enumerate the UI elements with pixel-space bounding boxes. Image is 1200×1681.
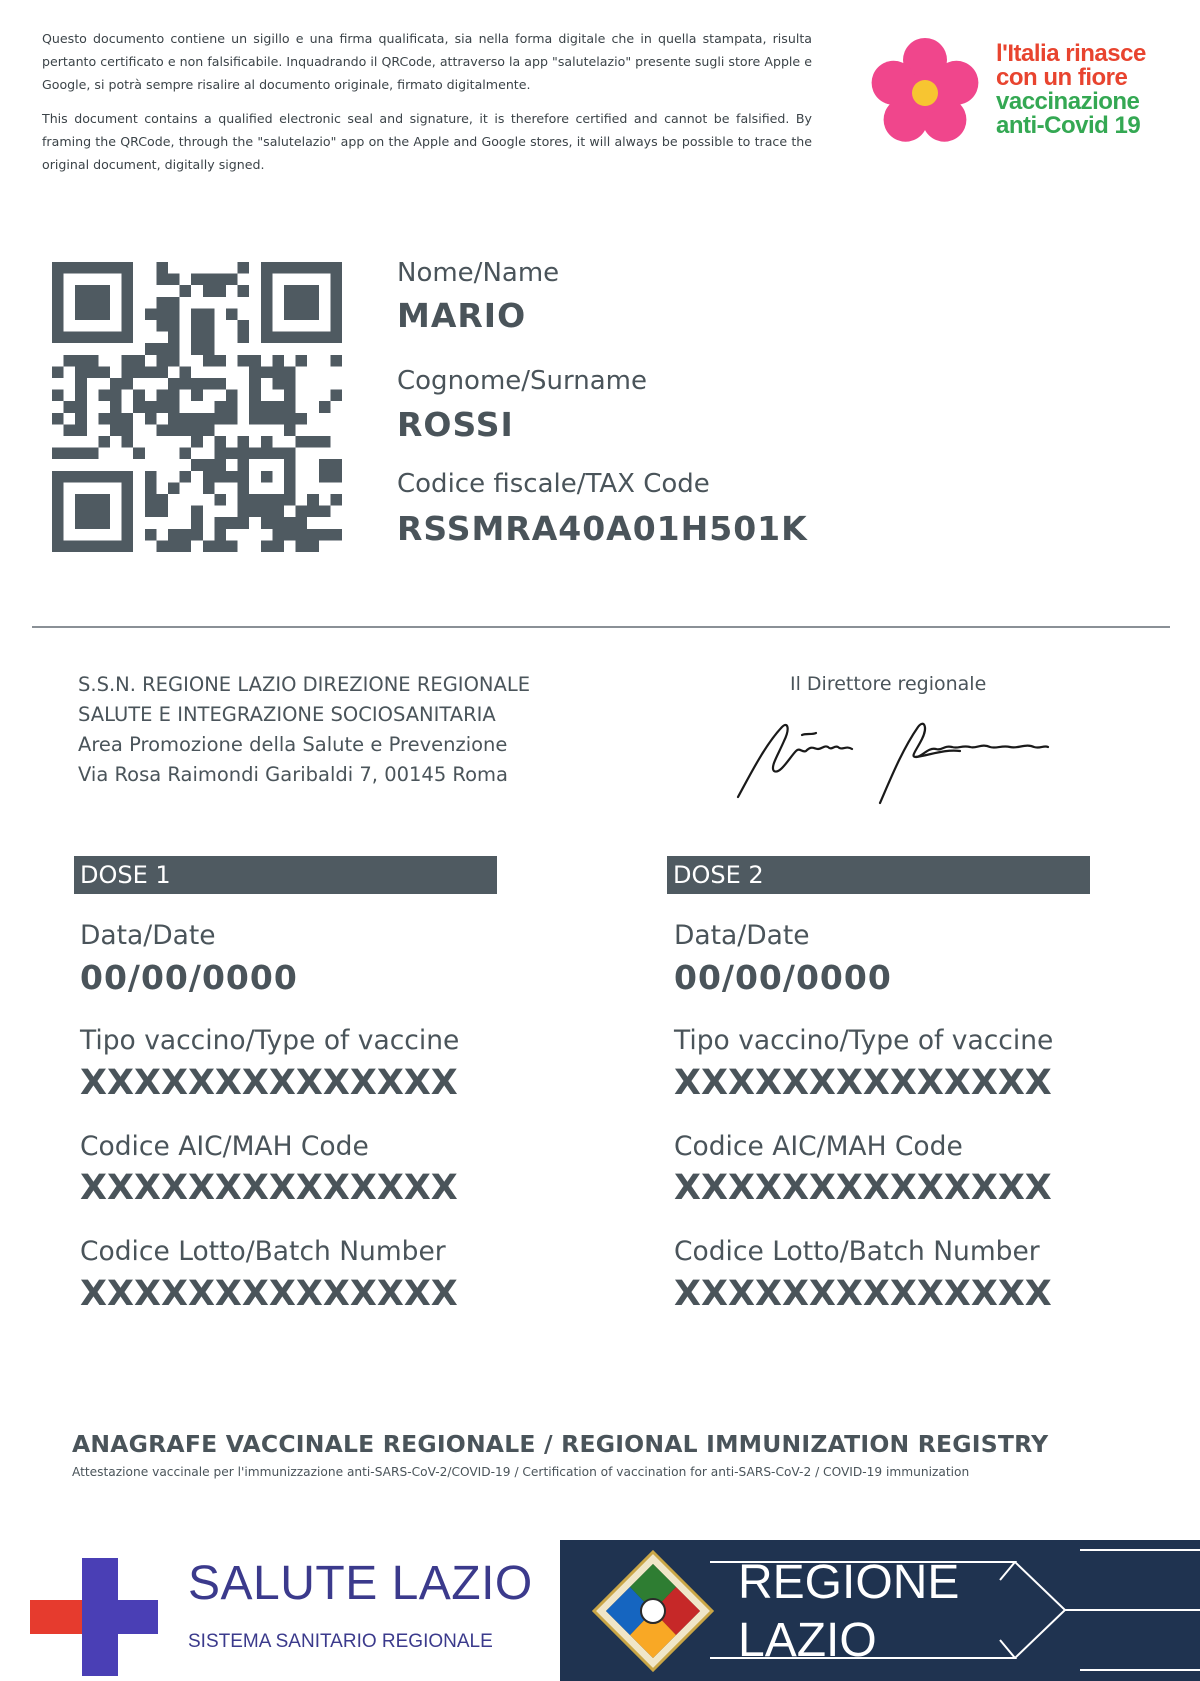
dose-2-aic-value: XXXXXXXXXXXXXX [674,1168,1052,1208]
campaign-line-4: anti-Covid 19 [996,112,1141,139]
disclaimer-italian: Questo documento contiene un sigillo e una firma qualificata, sia nella forma digitale che in quella stampata, risulta pertanto certificato e non falsificabile. Inquadrando il QRCode, attraverso la app "salutelazio" presente sugli store Apple e Google, si potrà sempre risalire al documento originale, firmato digitalmente. [42,31,812,92]
tax-code-label: Codice fiscale/TAX Code [397,469,710,499]
campaign-line-3: vaccinazione [996,88,1140,115]
flower-logo-icon [864,32,986,154]
name-label: Nome/Name [397,258,560,288]
dose-2-date-value: 00/00/0000 [674,958,892,997]
director-signature [730,705,1070,810]
regione-emblem-icon [592,1550,714,1672]
dose-2-batch-value: XXXXXXXXXXXXXX [674,1274,1052,1314]
surname-label: Cognome/Surname [397,366,647,396]
surname-value: ROSSI [397,405,514,444]
salute-lazio-subtitle: SISTEMA SANITARIO REGIONALE [188,1631,493,1652]
dose-1-date-value: 00/00/0000 [80,958,298,997]
salute-lazio-title: SALUTE LAZIO [188,1557,533,1610]
registry-subtitle: Attestazione vaccinale per l'immunizzazione anti-SARS-CoV-2/COVID-19 / Certification of vaccination for anti-SARS-CoV-2 / COVID-19 immunization [72,1465,970,1479]
regione-line-2: LAZIO [738,1614,877,1667]
medical-cross-icon [30,1558,158,1676]
campaign-slogan [996,42,1146,138]
dose-2-vaccine-value: XXXXXXXXXXXXXX [674,1063,1052,1103]
registry-title: ANAGRAFE VACCINALE REGIONALE / REGIONAL IMMUNIZATION REGISTRY [72,1430,1049,1458]
regione-line-1: REGIONE [738,1556,960,1609]
authority-line-2: SALUTE E INTEGRAZIONE SOCIOSANITARIA [78,703,496,726]
campaign-line-2: con un fiore [996,64,1128,91]
dose-1-aic-value: XXXXXXXXXXXXXX [80,1168,458,1208]
dose-1-date-label: Data/Date [80,920,216,951]
tax-code-value: RSSMRA40A01H501K [397,509,808,548]
name-value: MARIO [397,296,527,335]
regione-lazio-wordmark [738,1554,959,1670]
authority-line-1: S.S.N. REGIONE LAZIO DIREZIONE REGIONALE [78,673,531,696]
dose-1-header: DOSE 1 [74,856,497,894]
qr-code-icon[interactable] [52,262,342,552]
campaign-line-1: l'Italia rinasce [996,40,1146,67]
dose-2-aic-label: Codice AIC/MAH Code [674,1131,963,1162]
dose-2-batch-label: Codice Lotto/Batch Number [674,1236,1040,1267]
dose-1-vaccine-value: XXXXXXXXXXXXXX [80,1063,458,1103]
disclaimer-english: This document contains a qualified electronic seal and signature, it is therefore certified and cannot be falsified. By framing the QRCode, through the "salutelazio" app on the Apple and Google stores, it will always be possible to trace the original document, digitally signed. [42,111,812,172]
dose-1-vaccine-label: Tipo vaccino/Type of vaccine [80,1025,460,1056]
authority-line-4: Via Rosa Raimondi Garibaldi 7, 00145 Roma [78,763,508,786]
issuing-authority [78,670,530,790]
dose-2-date-label: Data/Date [674,920,810,951]
dose-2-vaccine-label: Tipo vaccino/Type of vaccine [674,1025,1054,1056]
dose-1-batch-label: Codice Lotto/Batch Number [80,1236,446,1267]
section-divider [32,626,1170,628]
dose-2-header: DOSE 2 [667,856,1090,894]
authority-line-3: Area Promozione della Salute e Prevenzione [78,733,508,756]
dose-1-aic-label: Codice AIC/MAH Code [80,1131,369,1162]
dose-1-batch-value: XXXXXXXXXXXXXX [80,1274,458,1314]
director-label: Il Direttore regionale [790,673,987,695]
